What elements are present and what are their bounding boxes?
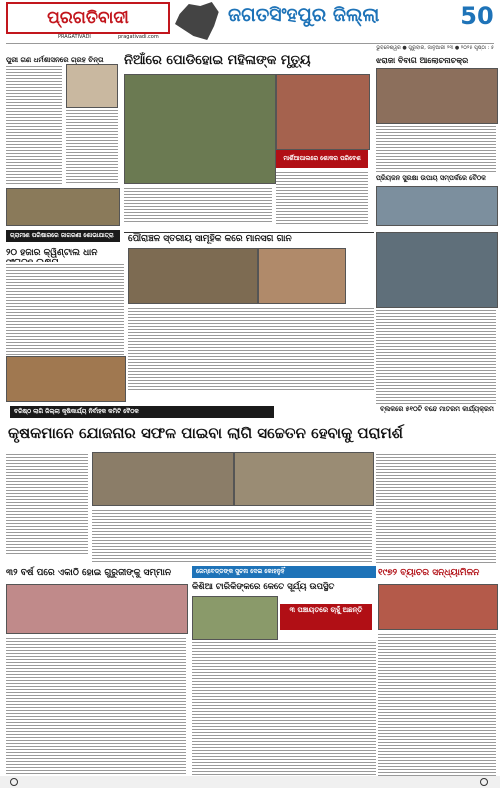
section-band: ଗ୍ରାମୀଣ ପରିଷାରରେ ଜାଗରଣୀ ଶୋଭାଯାତ୍ରା: [6, 230, 120, 242]
photo-main-right: [276, 74, 370, 150]
article-text: [192, 640, 376, 776]
photo-caption-band: ମାର୍ଶିଆପାଲରେ ଶୋକର ପରିବେଶ: [276, 150, 368, 168]
article-text: [6, 452, 88, 556]
photo-saint: [66, 64, 118, 108]
photo-meeting: [6, 188, 120, 226]
photo-crowd: [376, 232, 498, 308]
photo-main-left: [124, 74, 276, 184]
website-text: pragativadi.com: [118, 34, 159, 40]
divider: [124, 232, 374, 233]
article-text: [66, 108, 118, 184]
anniversary-badge: 50: [460, 2, 494, 30]
photo-singing: [128, 248, 258, 304]
registration-mark-icon: [480, 778, 488, 786]
article-text: [378, 632, 496, 776]
article-text: [376, 452, 496, 564]
photo-farmers-hall: [234, 452, 374, 506]
bottom-center-headline: କିଶିଆ ଟାରିକିଙ୍କରେ କେତେ ସୂର୍ଯ୍ୟ ଉପସ୍ଥିତ: [192, 582, 335, 592]
article-text: [376, 308, 496, 404]
article-text: [128, 306, 374, 392]
article-text: [376, 124, 496, 172]
photo-procurement: [6, 356, 126, 402]
big-headline: କୃଷକମାନେ ଯୋଜନାର ସଫଳ ପାଇବା ଲାଗି ସଚ୍ଚେତନ ହେବାକୁ ପରାମର୍ଶ: [8, 424, 403, 442]
bottom-center-bar: ଜେମ୍‌ବେଡ୍ଡଙ୍କ ସୁଚନା ଦେଇ କୋହନୁହିଁ: [192, 566, 376, 578]
photo-discussion: [376, 68, 498, 124]
photo-award: [258, 248, 346, 304]
right-top-headline: ଝରାଜା ବିବାଗ ଆଲୋଚନାଚକ୍ର: [376, 55, 469, 65]
photo-farmers-meeting: [92, 452, 234, 506]
center-mid-headline: ପୌରାଞ୍ଚଳ ସ୍ତରୀୟ ସାମୂହିକ କରେ ମାନସଗ ଗାନ: [128, 234, 292, 244]
article-text: [276, 170, 368, 224]
panchayat-box: ୩ ପଞ୍ଚାୟତରେ ଚାହୁଁ ଅଛନ୍ତି: [280, 604, 372, 630]
right-mid-headline: ପ୍ରିୟଜନ ସୁରକ୍ଷା ଉପାୟ ସମ୍ପର୍କରେ ବୈଠକ: [376, 174, 486, 182]
district-title: ଜଗତସିଂହପୁର ଜିଲ୍ଲା: [228, 4, 380, 26]
main-headline: ନିଆଁରେ ପୋଡିହୋଇ ମହିଳାଙ୍କ ମୃତ୍ୟୁ: [124, 53, 311, 68]
photo-reunion: [6, 584, 188, 634]
photo-security-meeting: [376, 186, 498, 226]
logo-subtitle: PRAGATIVADI: [58, 34, 91, 40]
page-footer: [0, 776, 500, 788]
photo-batch-reunion: [378, 584, 498, 630]
article-text: [92, 508, 372, 564]
left-top-headline: ପୁରୀ ଗଣ ଧର୍ମଶାସନରେ ଗ୍ରହ ଚିନ୍ତା: [6, 55, 104, 64]
right-band: ବ୍ଲକରେ ୫୧୦ଟି ବନ୍ଦେ ମାତରମ କାର୍ଯ୍ୟକ୍ରମ: [378, 404, 496, 426]
bottom-left-headline: ୩୨ ବର୍ଷ ପରେ ଏକାଠି ହୋଇ ଗୁରୁଜୀଙ୍କୁ ସମ୍ମାନ: [6, 568, 172, 578]
registration-mark-icon: [10, 778, 18, 786]
article-text: [124, 186, 272, 224]
district-map-icon: [175, 2, 221, 42]
dateline: ଭୁବନେଶ୍ୱର ● ଗୁରୁବାର, ଜାନୁଆରୀ ୨୩ ● ୨୦୨୫ ପୃଷ୍ଠା : ୫: [6, 43, 494, 52]
committee-bar: ବରିଷ୍ଠ ଲାଗି ଜିଲ୍ଲା କୃଷିକାର୍ଯ୍ୟ ନିର୍ବାହକ କମିଟି ବୈଠକ: [10, 406, 274, 418]
article-text: [6, 64, 62, 184]
left-mid-headline: ୨୦ ହଜାର କ୍ୱିଣ୍ଟାଲ ଧାନ: [6, 248, 98, 258]
article-text: [6, 636, 186, 776]
newspaper-logo: ପ୍ରଗତିବାଦୀ: [6, 2, 170, 34]
photo-market: [192, 596, 278, 640]
bottom-right-headline: ୧୯୭୨ ବ୍ୟାଚର ସନ୍ଧ୍ୟାମିଳନ: [378, 568, 480, 578]
